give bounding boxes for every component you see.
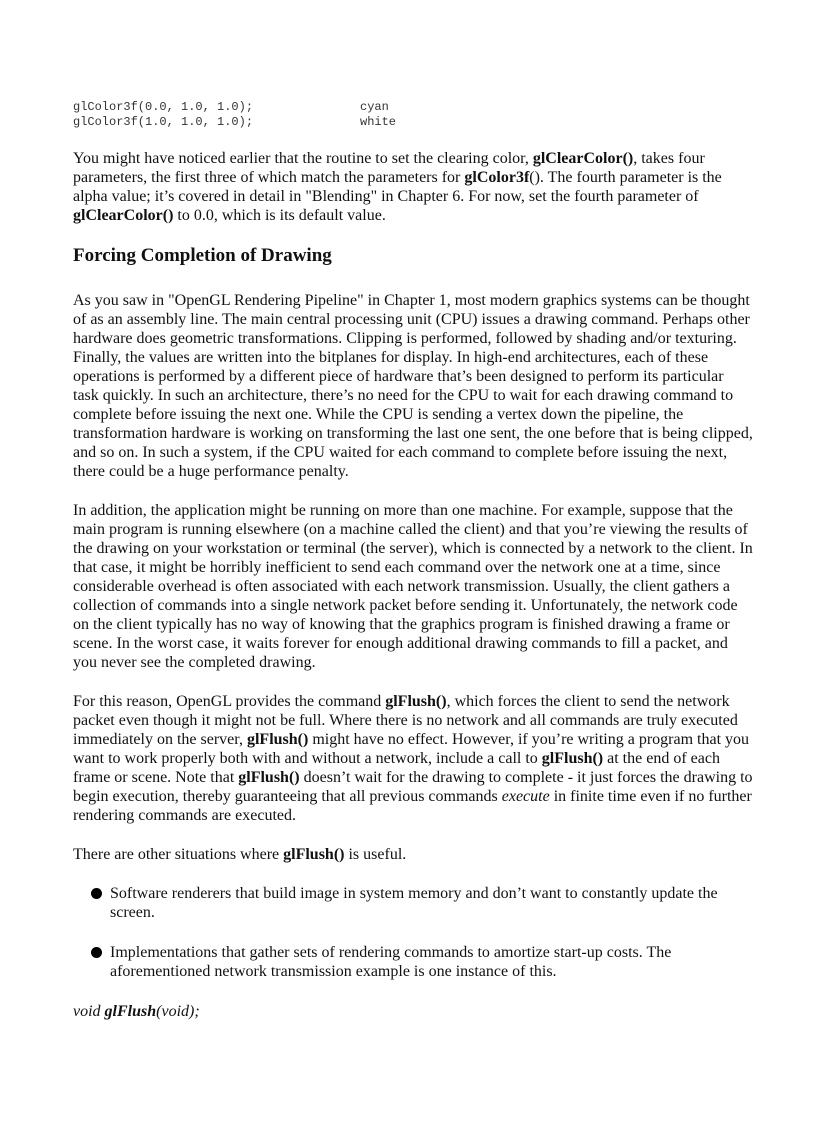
code-call: glColor3f(0.0, 1.0, 1.0); <box>73 100 254 114</box>
text: There are other situations where <box>73 846 284 863</box>
paragraph-glflush <box>73 692 753 825</box>
code-comment: cyan <box>360 100 389 114</box>
list-item <box>73 943 753 981</box>
code-call: glColor3f(1.0, 1.0, 1.0); <box>73 115 254 129</box>
function-prototype <box>73 1002 753 1021</box>
text: For this reason, OpenGL provides the command <box>73 693 386 710</box>
text: to 0.0, which is its default value. <box>173 207 386 224</box>
emphasis: execute <box>501 788 550 805</box>
function-name: glClearColor <box>532 150 623 167</box>
function-name: glFlush() <box>283 846 345 863</box>
text: , takes four parameters, the first three of which match the parameters for <box>73 150 705 186</box>
text: (). The fourth parameter is the alpha value; it’s covered in detail in "Blending" in Chapter 6. For now, set the fourth parameter of <box>73 169 722 205</box>
code-block <box>73 100 753 130</box>
code-comment: white <box>360 115 397 129</box>
text: doesn’t wait for the drawing to complete - it just forces the drawing to begin execution, thereby guaranteeing that all previous commands <box>73 769 753 805</box>
function-args: (void); <box>156 1003 200 1020</box>
function-name: glFlush() <box>385 693 447 710</box>
bullet-icon <box>91 888 102 899</box>
list-item-text: Software renderers that build image in system memory and don’t want to constantly update the screen. <box>110 885 718 921</box>
function-name: glFlush() <box>238 769 300 786</box>
code-line <box>73 100 753 115</box>
function-name: glFlush() <box>541 750 604 767</box>
text: might have no effect. However, if you’re writing a program that you want to work properly both with and without a network, include a call to <box>73 731 750 767</box>
return-type: void <box>73 1003 105 1020</box>
text: , which forces the client to send the network packet even though it might not be full. Where there is no network and all commands are truly executed immediately on the server, <box>73 693 738 748</box>
list-item-text: Implementations that gather sets of rendering commands to amortize start-up costs. The aforementioned network transmission example is one instance of this. <box>110 944 672 980</box>
function-parens: () <box>622 150 634 167</box>
paragraph-network: In addition, the application might be running on more than one machine. For example, suppose that the main program is running elsewhere (on a machine called the client) and that you’re viewing the results of the drawing on your workstation or terminal (the server), which is connected by a network to the client. In that case, it might be horribly inefficient to send each command over the network one at a time, since considerable overhead is often associated with each network transmission. Usually, the client gathers a collection of commands into a single network packet before sending it. Unfortunately, the network code on the client typically has no way of knowing that the graphics program is finished drawing a frame or scene. In the worst case, it waits forever for enough additional drawing commands to fill a packet, and you never see the completed drawing. <box>73 502 753 671</box>
list-item <box>73 884 753 922</box>
bullet-icon <box>91 947 102 958</box>
paragraph-pipeline: As you saw in "OpenGL Rendering Pipeline" in Chapter 1, most modern graphics systems can be thought of as an assembly line. The main central processing unit (CPU) issues a drawing command. Perhaps other hardware does geometric transformations. Clipping is performed, followed by shading and/or texturing. Finally, the values are written into the bitplanes for display. In high-end architectures, each of these operations is performed by a different piece of hardware that’s been designed to perform its particular task quickly. In such an architecture, there’s no need for the CPU to wait for each drawing command to complete before issuing the next one. While the CPU is sending a vertex down the pipeline, the transformation hardware is working on transforming the last one sent, the one before that is being clipped, and so on. In such a system, if the CPU waited for each command to complete before issuing the next, there could be a huge performance penalty. <box>73 292 753 480</box>
bullet-list <box>73 884 753 981</box>
function-name: glFlush() <box>246 731 309 748</box>
code-line <box>73 115 753 130</box>
function-name: glFlush <box>104 1003 157 1020</box>
section-heading: Forcing Completion of Drawing <box>73 245 332 266</box>
text: is useful. <box>344 846 407 863</box>
paragraph-situations <box>73 845 753 864</box>
document-page <box>73 100 753 1041</box>
text: You might have noticed earlier that the routine to set the clearing color, <box>73 150 533 167</box>
text: at the end of each frame or scene. Note that <box>73 750 720 786</box>
paragraph-clear-color <box>73 149 753 225</box>
function-name: glColor3f <box>464 169 530 186</box>
function-name: glClearColor() <box>73 207 174 224</box>
text: in finite time even if no further rendering commands are executed. <box>73 788 752 824</box>
